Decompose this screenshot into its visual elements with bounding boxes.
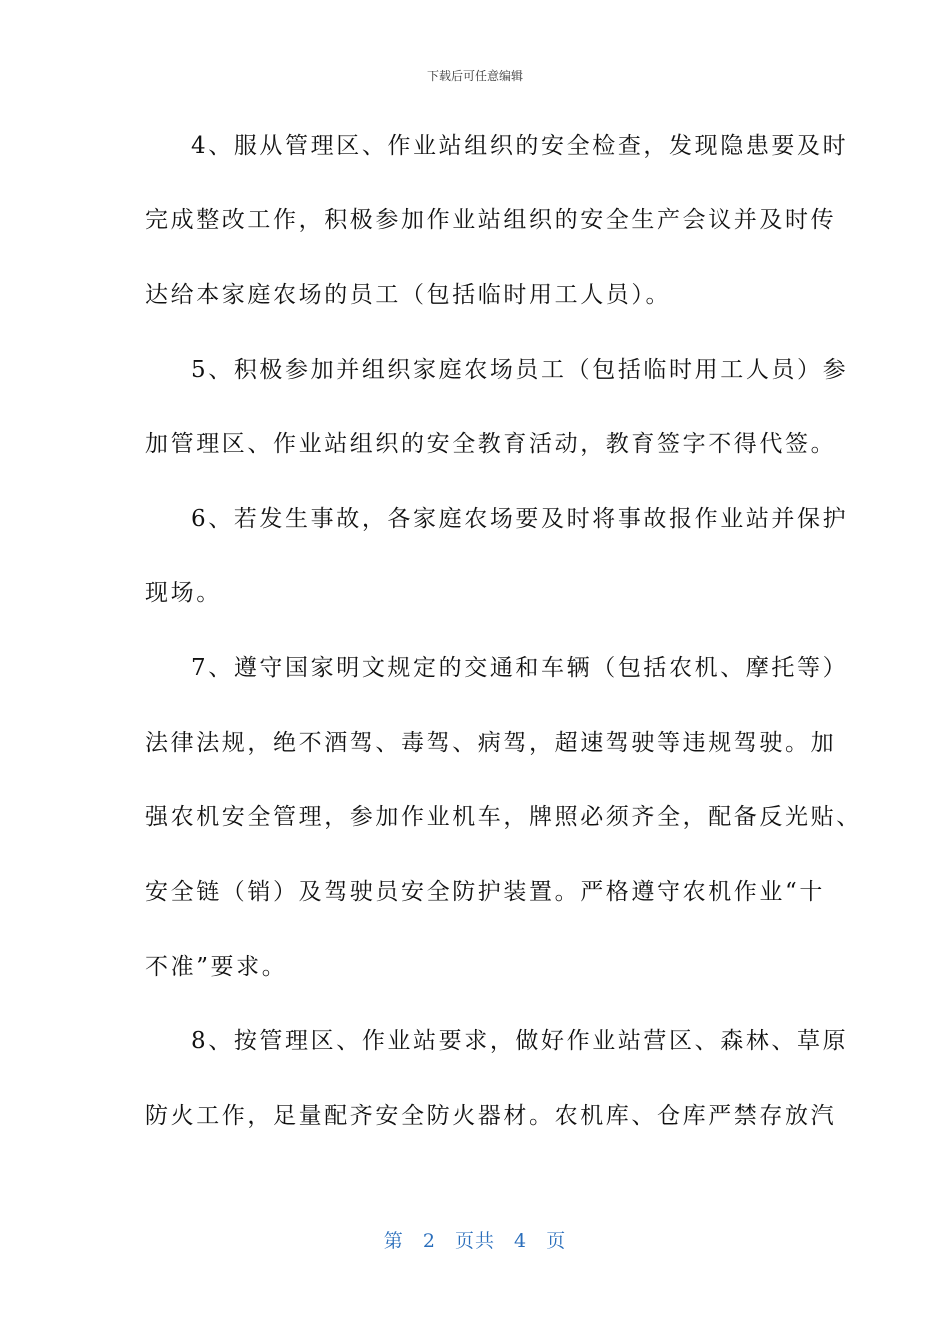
total-page-count: 4 xyxy=(514,1230,528,1252)
paragraph-line: 8、按管理区、作业站要求，做好作业站营区、森林、草原 xyxy=(191,1028,849,1054)
footer-middle: 页共 xyxy=(454,1230,495,1252)
footer-suffix: 页 xyxy=(546,1230,567,1252)
paragraph-line: 完成整改工作，积极参加作业站组织的安全生产会议并及时传 xyxy=(145,207,837,233)
paragraph-line: 不准”要求。 xyxy=(145,954,288,980)
current-page-number: 2 xyxy=(422,1230,436,1252)
paragraph-line: 4、服从管理区、作业站组织的安全检查，发现隐患要及时 xyxy=(191,133,849,159)
page-header-note: 下载后可任意编辑 xyxy=(426,69,523,83)
paragraph-line: 7、遵守国家明文规定的交通和车辆（包括农机、摩托等） xyxy=(191,655,849,681)
paragraph-line: 法律法规，绝不酒驾、毒驾、病驾，超速驾驶等违规驾驶。加 xyxy=(145,730,837,756)
paragraph-line: 5、积极参加并组织家庭农场员工（包括临时用工人员）参 xyxy=(191,357,849,383)
paragraph-line: 现场。 xyxy=(145,580,222,606)
paragraph-line: 强农机安全管理，参加作业机车，牌照必须齐全，配备反光贴、 xyxy=(145,804,862,830)
paragraph-line: 加管理区、作业站组织的安全教育活动，教育签字不得代签。 xyxy=(145,431,837,457)
paragraph-line: 安全链（销）及驾驶员安全防护装置。严格遵守农机作业“十 xyxy=(145,879,825,905)
paragraph-line: 达给本家庭农场的员工（包括临时用工人员）。 xyxy=(145,282,672,308)
page-number-footer xyxy=(0,1226,950,1253)
footer-prefix: 第 xyxy=(383,1230,404,1252)
paragraph-line: 防火工作，足量配齐安全防火器材。农机库、仓库严禁存放汽 xyxy=(145,1103,837,1129)
paragraph-line: 6、若发生事故，各家庭农场要及时将事故报作业站并保护 xyxy=(191,506,849,532)
